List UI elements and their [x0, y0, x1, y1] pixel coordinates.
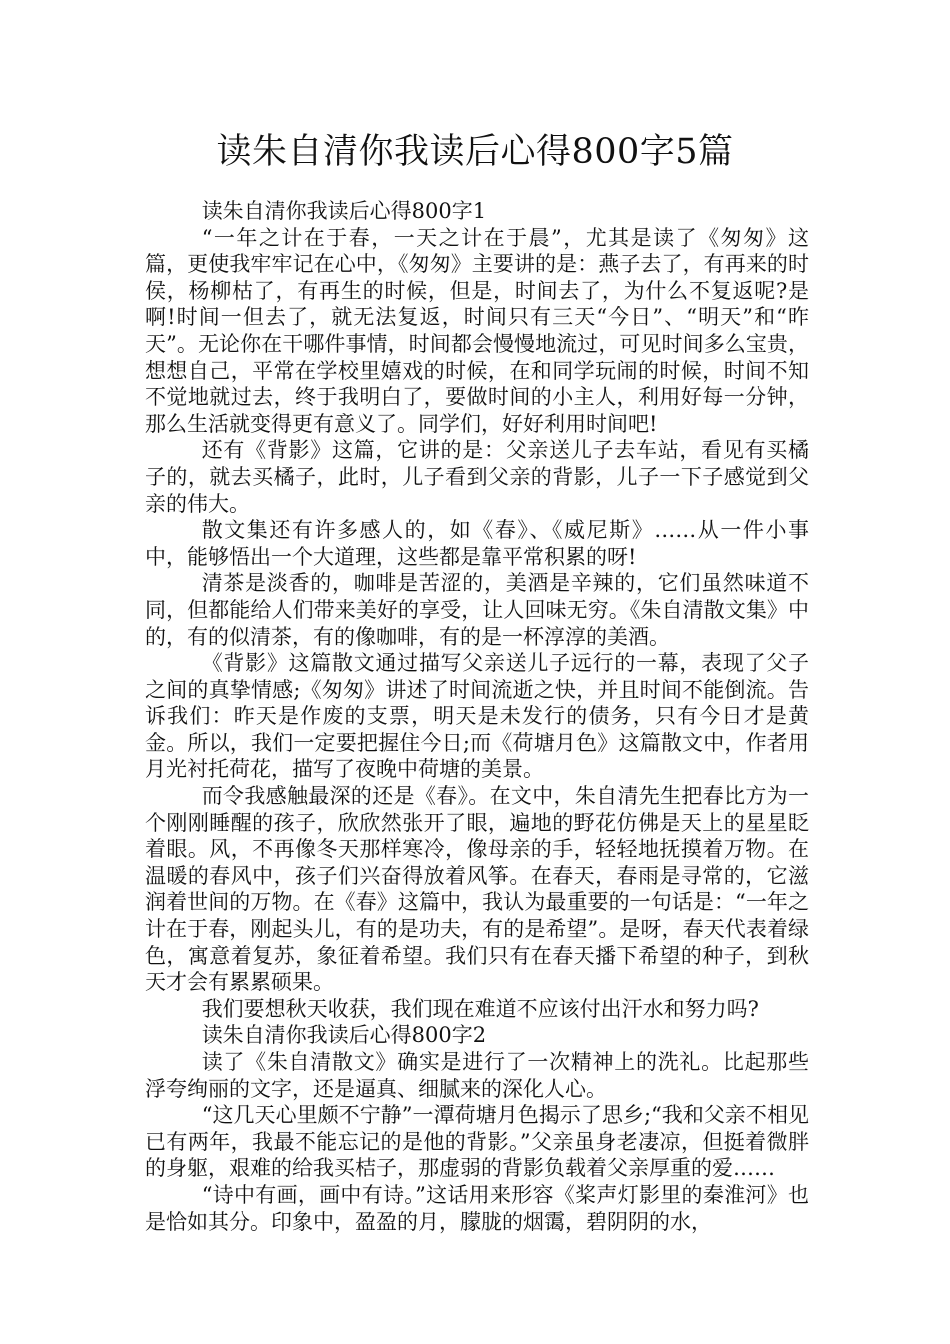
- document-body: [145, 198, 809, 1235]
- paragraph: 还有《背影》这篇，它讲的是：父亲送儿子去车站，看见有买橘子的，就去买橘子，此时，儿子看到父亲的背影，儿子一下子感觉到父亲的伟大。: [145, 438, 809, 516]
- paragraph: “一年之计在于春，一天之计在于晨”，尤其是读了《匆匆》这篇，更使我牢牢记在心中，《匆匆》主要讲的是：燕子去了，有再来的时侯，杨柳枯了，有再生的时候，但是，时间去了，为什么不复返呢?是啊!时间一但去了，就无法复返，时间只有三天“今日”、“明天”和“昨天”。无论你在干哪件事情，时间都会慢慢地流过，可见时间多么宝贵，想想自己，平常在学校里嬉戏的时候，在和同学玩闹的时候，时间不知不觉地就过去，终于我明白了，要做时间的小主人，利用好每一分钟，那么生活就变得更有意义了。同学们，好好利用时间吧!: [145, 225, 809, 436]
- paragraph: 而令我感触最深的还是《春》。在文中，朱自清先生把春比方为一个刚刚睡醒的孩子，欣欣然张开了眼，遍地的野花仿佛是天上的星星眨着眼。风，不再像冬天那样寒冷，像母亲的手，轻轻地抚摸着万物。在温暖的春风中，孩子们兴奋得放着风筝。在春天，春雨是寻常的，它滋润着世间的万物。在《春》这篇中，我认为最重要的一句话是：“一年之计在于春，刚起头儿，有的是功夫，有的是希望”。是呀，春天代表着绿色，寓意着复苏，象征着希望。我们只有在春天播下希望的种子，到秋天才会有累累硕果。: [145, 784, 809, 995]
- paragraph: “诗中有画，画中有诗。”这话用来形容《桨声灯影里的秦淮河》也是恰如其分。印象中，盈盈的月，朦胧的烟霭，碧阴阴的水，: [145, 1182, 809, 1234]
- paragraph: 《背影》这篇散文通过描写父亲送儿子远行的一幕，表现了父子之间的真挚情感;《匆匆》讲述了时间流逝之快，并且时间不能倒流。告诉我们：昨天是作废的支票，明天是未发行的债务，只有今日才是黄金。所以，我们一定要把握住今日;而《荷塘月色》这篇散文中，作者用月光衬托荷花，描写了夜晚中荷塘的美景。: [145, 651, 809, 782]
- section-heading-2: 读朱自清你我读后心得800字2: [201, 1023, 487, 1048]
- paragraph: 我们要想秋天收获，我们现在难道不应该付出汗水和努力吗?: [201, 996, 759, 1021]
- section-heading-1: 读朱自清你我读后心得800字1: [201, 199, 487, 223]
- paragraph: 散文集还有许多感人的，如《春》、《威尼斯》……从一件小事中，能够悟出一个大道理，这些都是靠平常积累的呀!: [145, 518, 809, 569]
- document-title: 读朱自清你我读后心得800字5篇: [216, 132, 734, 172]
- paragraph: 读了《朱自清散文》确实是进行了一次精神上的洗礼。比起那些浮夸绚丽的文字，还是逼真、细腻来的深化人心。: [145, 1050, 809, 1101]
- paragraph: 清茶是淡香的，咖啡是苦涩的，美酒是辛辣的，它们虽然味道不同，但都能给人们带来美好的享受，让人回味无穷。《朱自清散文集》中的，有的似清茶，有的像咖啡，有的是一杯淳淳的美酒。: [145, 571, 809, 649]
- paragraph: “这几天心里颇不宁静”一潭荷塘月色揭示了思乡;“我和父亲不相见已有两年，我最不能忘记的是他的背影。”父亲虽身老凄凉，但挺着微胖的身躯，艰难的给我买桔子，那虚弱的背影负载着父亲厚重的爱……: [145, 1103, 809, 1181]
